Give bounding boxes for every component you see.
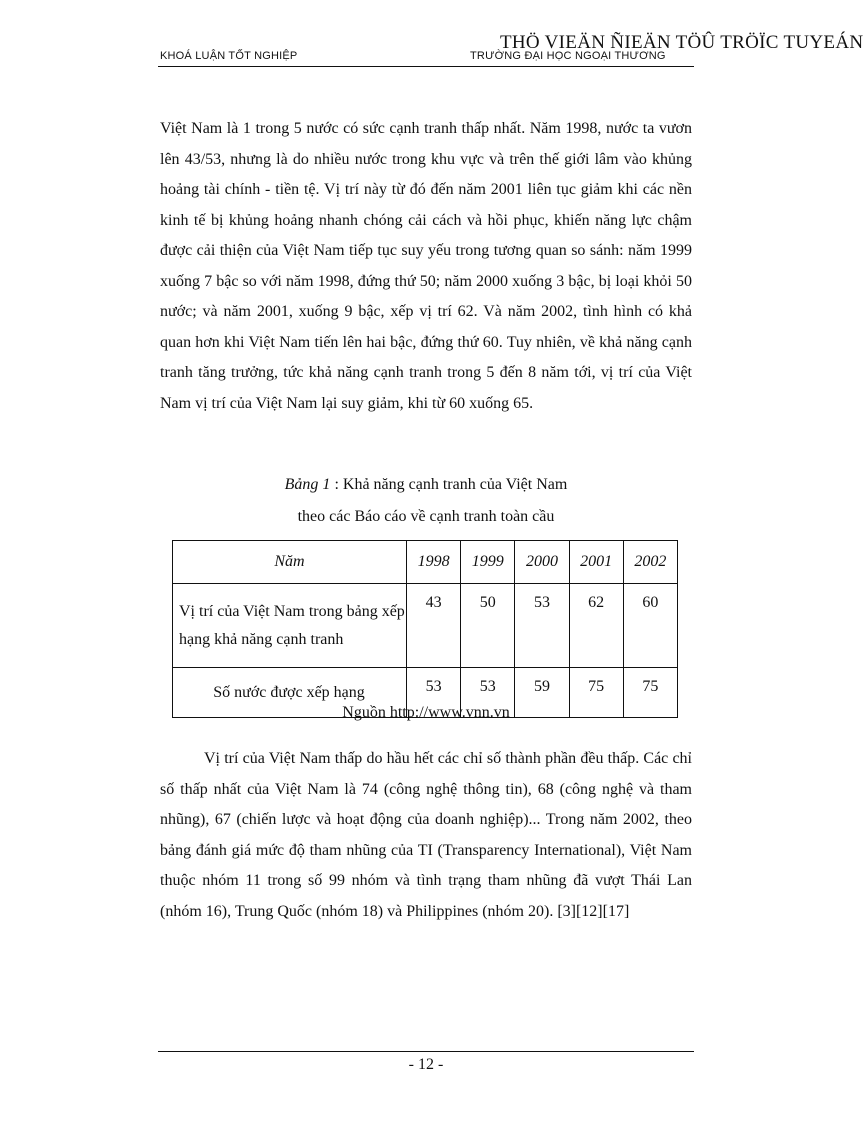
table-header-row	[173, 541, 678, 584]
table-caption-line2: theo các Báo cáo về cạnh tranh toàn cầu	[297, 508, 555, 525]
table-caption	[160, 476, 692, 494]
body-paragraph-2: Vị trí của Việt Nam thấp do hầu hết các chỉ số thành phần đều thấp. Các chỉ số thấp nhất của Việt Nam là 74 (công nghệ thông tin), 68 (công nghệ và tham nhũng), 67 (chiến lược và hoạt động của doanh nghiệp)... Trong năm 2002, theo bảng đánh giá mức độ tham nhũng của TI (Transparency International), Việt Nam thuộc nhóm 11 trong số 99 nhóm và tình trạng tham nhũng đã vượt Thái Lan (nhóm 16), Trung Quốc (nhóm 18) và Philippines (nhóm 20). [3][12][17]	[160, 750, 692, 920]
table-row-label: Vị trí của Việt Nam trong bảng xếp hạng khả năng cạnh tranh	[173, 584, 407, 668]
competitiveness-table	[172, 540, 678, 718]
table-cell: 50	[461, 584, 515, 668]
page-number: - 12 -	[408, 1056, 444, 1073]
body-paragraph-1: Việt Nam là 1 trong 5 nước có sức cạnh tranh thấp nhất. Năm 1998, nước ta vươn lên 43/53, nhưng là do nhiều nước trong khu vực và trên thế giới lâm vào khủng hoảng tài chính - tiền tệ. Vị trí này từ đó đến năm 2001 liên tục giảm khi các nền kinh tế bị khủng hoảng nhanh chóng cải cách và hồi phục, khiến năng lực chậm được cải thiện của Việt Nam tiếp tục suy yếu trong tương quan so sánh: năm 1999 xuống 7 bậc so với năm 1998, đứng thứ 50; năm 2000 xuống 3 bậc, bị loại khỏi 50 nước; và năm 2001, xuống 9 bậc, xếp vị trí 62. Và năm 2002, tình hình có khả quan hơn khi Việt Nam tiến lên hai bậc, đứng thứ 60. Tuy nhiên, về khả năng cạnh tranh tăng trưởng, tức khả năng cạnh tranh trong 5 đến 8 năm tới, vị trí của Việt Nam vị trí của Việt Nam lại suy giảm, khi từ 60 xuống 65.	[160, 120, 692, 412]
table-cell: 75	[623, 668, 677, 718]
table-row	[173, 584, 678, 668]
table-header-label: Năm	[173, 541, 407, 584]
footer-divider	[158, 1051, 694, 1052]
table-row-label: Số nước được xếp hạng	[173, 668, 407, 718]
table-cell: 60	[623, 584, 677, 668]
table-year-cell: 2002	[623, 541, 677, 584]
table-cell: 53	[515, 584, 569, 668]
table-cell: 75	[569, 668, 623, 718]
table-year-cell: 1999	[461, 541, 515, 584]
table-year-cell: 1998	[407, 541, 461, 584]
table-cell: 62	[569, 584, 623, 668]
table-cell: 53	[407, 668, 461, 718]
header-right-title: TRƯỜNG ĐẠI HỌC NGOẠI THƯƠNG	[470, 50, 666, 62]
table-year-cell: 2000	[515, 541, 569, 584]
table-cell: 53	[461, 668, 515, 718]
header-divider	[158, 66, 694, 67]
table-source: Nguồn http://www.vnn.vn	[342, 704, 510, 721]
header-left-title: KHOÁ LUẬN TỐT NGHIỆP	[160, 50, 298, 62]
table-caption-label: Bảng 1	[284, 476, 331, 493]
table-cell: 59	[515, 668, 569, 718]
watermark-text: THÖ VIEÄN ÑIEÄN TÖÛ TRÖÏC TUYEÁN	[500, 32, 863, 53]
table-cell: 43	[407, 584, 461, 668]
table-caption-text: : Khả năng cạnh tranh của Việt Nam	[330, 476, 568, 493]
table-year-cell: 2001	[569, 541, 623, 584]
